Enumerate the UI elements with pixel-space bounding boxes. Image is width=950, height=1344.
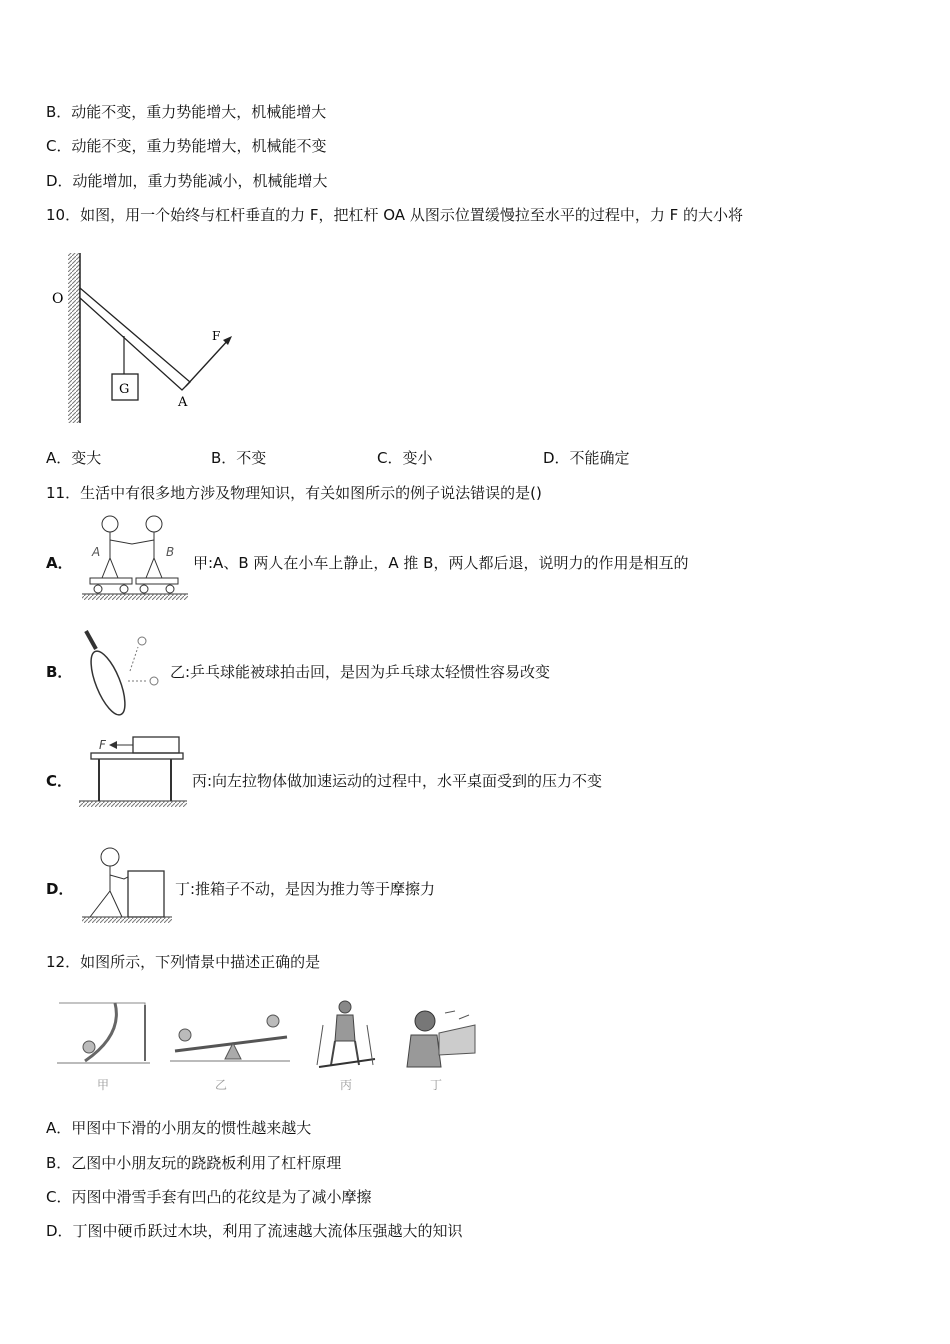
scene-seesaw [170, 1015, 290, 1061]
caption-yi: 乙 [215, 1078, 228, 1092]
q12-option-b: B．乙图中小朋友玩的跷跷板利用了杠杆原理 [46, 1154, 342, 1172]
q9-option-c: C．动能不变，重力势能增大，机械能不变 [46, 137, 327, 155]
q11-figure-paddle [80, 625, 170, 720]
caption-bing: 丙 [340, 1078, 353, 1092]
q10-option-c: C．变小 [377, 449, 433, 467]
q12-scenes-figure [55, 995, 480, 1095]
q11-figure-carts [80, 512, 190, 604]
q11-item-c-text: 丙:向左拉物体做加速运动的过程中，水平桌面受到的压力不变 [192, 772, 603, 790]
q9-option-b: B．动能不变，重力势能增大，机械能增大 [46, 103, 327, 121]
wall [68, 253, 80, 423]
q11-item-b-label: B． [46, 663, 73, 681]
q11-item-c-label: C． [46, 772, 73, 790]
q10-lever-figure [40, 248, 260, 428]
label-o: O [52, 291, 64, 307]
q11-item-d-text: 丁:推箱子不动，是因为推力等于摩擦力 [175, 880, 436, 898]
scene-skier [317, 1001, 375, 1067]
q11-figure-push-box [80, 843, 175, 928]
scene-slide [57, 1003, 150, 1063]
q9-option-d: D．动能增加，重力势能减小，机械能增大 [46, 172, 328, 190]
q12-option-a: A．甲图中下滑的小朋友的惯性越来越大 [46, 1119, 312, 1137]
q11-stem: 11．生活中有很多地方涉及物理知识，有关如图所示的例子说法错误的是() [46, 484, 542, 502]
label-f: F [212, 329, 221, 343]
label-a: A [92, 545, 101, 559]
q11-figure-table [75, 735, 190, 810]
q12-option-d: D．丁图中硬币跃过木块，利用了流速越大流体压强越大的知识 [46, 1222, 463, 1240]
label-g: G [119, 382, 130, 397]
scene-coin-blow [407, 1011, 475, 1067]
q10-option-b: B．不变 [211, 449, 267, 467]
q11-item-a-text: 甲:A、B 两人在小车上静止，A 推 B，两人都后退，说明力的作用是相互的 [193, 554, 689, 572]
q10-option-d: D．不能确定 [543, 449, 630, 467]
caption-jia: 甲 [97, 1078, 110, 1092]
q10-option-a: A．变大 [46, 449, 102, 467]
q11-item-b-text: 乙:乒乓球能被球拍击回，是因为乒乓球太轻惯性容易改变 [170, 663, 551, 681]
q11-item-d-label: D． [46, 880, 74, 898]
caption-ding: 丁 [430, 1078, 443, 1092]
label-f: F [99, 738, 106, 752]
label-a: A [178, 395, 188, 410]
q12-stem: 12．如图所示，下列情景中描述正确的是 [46, 953, 321, 971]
force-arrow [186, 338, 230, 386]
label-b: B [166, 545, 175, 559]
q10-stem: 10．如图，用一个始终与杠杆垂直的力 F，把杠杆 OA 从图示位置缓慢拉至水平的过程中，力 F 的大小将 [46, 206, 743, 224]
q11-item-a-label: A． [46, 554, 73, 572]
q12-option-c: C．丙图中滑雪手套有凹凸的花纹是为了减小摩擦 [46, 1188, 372, 1206]
